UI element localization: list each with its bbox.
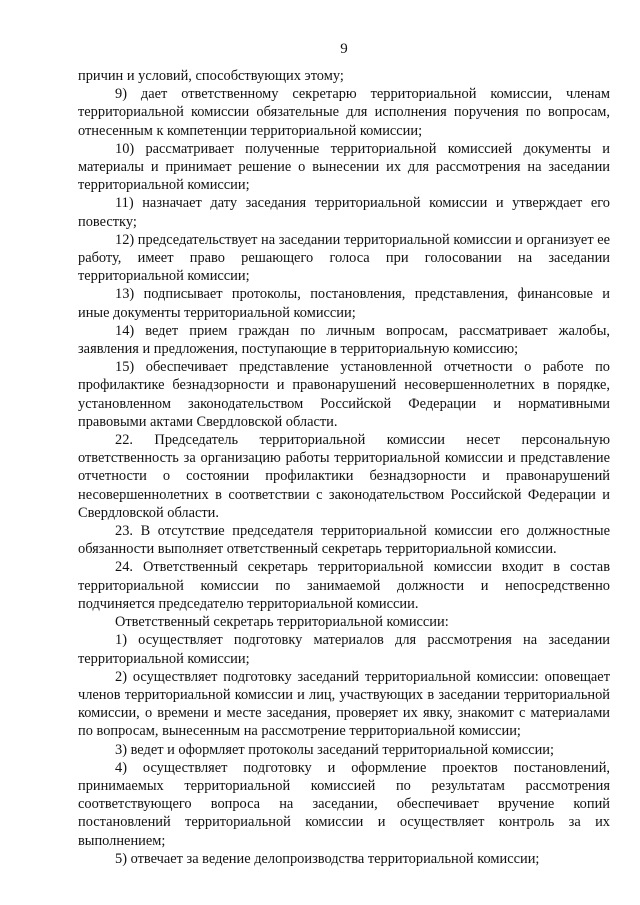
page-number: 9 xyxy=(340,41,348,57)
paragraph: 4) осуществляет подготовку и оформление проектов постановлений, принимаемых территориальной комиссией по результатам рассмотрения соответствующего вопроса на заседании, обеспечивает вручение копий постановлений территориальной комиссии и осуществляет контроль за их выполнением; xyxy=(78,759,610,849)
paragraph: причин и условий, способствующих этому; xyxy=(78,68,344,84)
paragraph: 5) отвечает за ведение делопроизводства территориальной комиссии; xyxy=(115,850,540,867)
paragraph: Ответственный секретарь территориальной комиссии: xyxy=(115,614,449,631)
paragraph: 23. В отсутствие председателя территориальной комиссии его должностные обязанности выполняет ответственный секретарь территориальной комиссии. xyxy=(78,523,610,558)
paragraph: 2) осуществляет подготовку заседаний территориальной комиссии: оповещает членов территориальной комиссии и лиц, участвующих в заседании территориальной комиссии, о времени и месте заседания, проверяет их явку, знакомит с материалами по вопросам, вынесенным на рассмотрение территориальной комиссии; xyxy=(78,668,610,740)
paragraph: 13) подписывает протоколы, постановления, представления, финансовые и иные документы территориальной комиссии; xyxy=(78,286,610,321)
paragraph: 15) обеспечивает представление установленной отчетности о работе по профилактике безнадзорности и правонарушений несовершеннолетних в порядке, установленном законодательством Российской Федерации и нормативными правовыми актами Свердловской области. xyxy=(78,359,610,430)
paragraph: 22. Председатель территориальной комиссии несет персональную ответственность за организацию работы территориальной комиссии и представление отчетности о состоянии профилактики безнадзорности и правонарушений несовершеннолетних в соответствии с законодательством Российской Федерации и Свердловской области. xyxy=(78,432,610,521)
document-body xyxy=(78,67,610,868)
paragraph: 9) дает ответственному секретарю территориальной комиссии, членам территориальной комиссии обязательные для исполнения поручения по вопросам, отнесенным к компетенции территориальной комиссии; xyxy=(78,86,610,139)
paragraph: 1) осуществляет подготовку материалов для рассмотрения на заседании территориальной комиссии; xyxy=(78,632,610,667)
paragraph: 24. Ответственный секретарь территориальной комиссии входит в состав территориальной комиссии по занимаемой должности и непосредственно подчиняется председателю территориальной комиссии. xyxy=(78,559,610,612)
paragraph: 14) ведет прием граждан по личным вопросам, рассматривает жалобы, заявления и предложения, поступающие в территориальную комиссию; xyxy=(78,322,610,358)
paragraph: 10) рассматривает полученные территориальной комиссией документы и материалы и принимает решение о вынесении их для рассмотрения на заседании территориальной комиссии; xyxy=(78,140,610,194)
paragraph: 12) председательствует на заседании территориальной комиссии и организует ее работу, имеет право решающего голоса при голосовании на заседании территориальной комиссии; xyxy=(78,231,610,285)
paragraph: 11) назначает дату заседания территориальной комиссии и утверждает его повестку; xyxy=(78,195,610,230)
paragraph: 3) ведет и оформляет протоколы заседаний территориальной комиссии; xyxy=(115,741,554,758)
